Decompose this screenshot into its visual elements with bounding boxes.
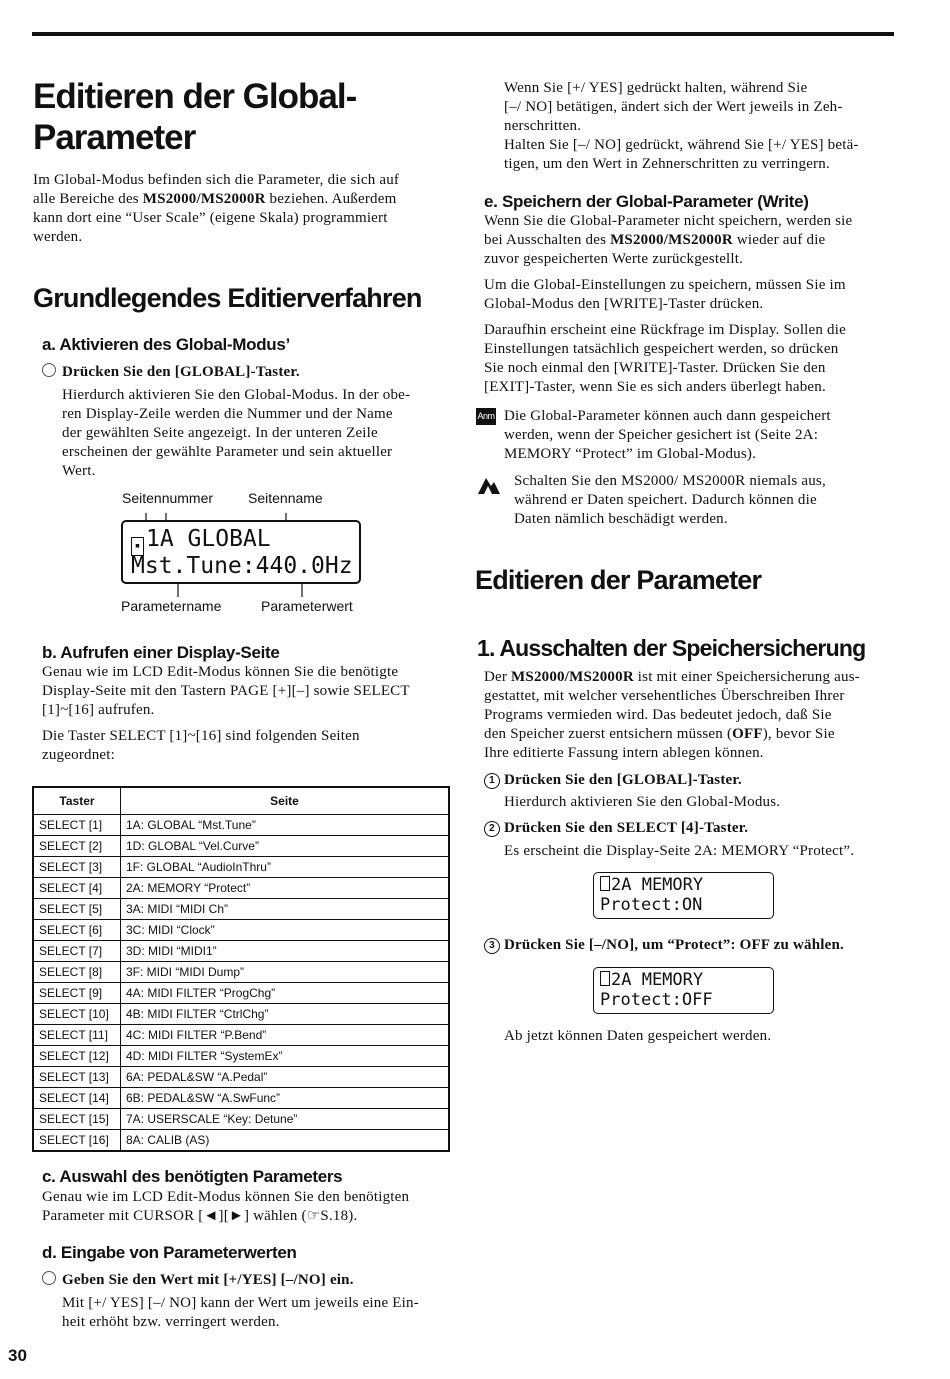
label-param-name: Parametername — [121, 598, 222, 614]
table-row — [33, 983, 449, 1004]
body-memory-protect: Der MS2000/MS2000R ist mit einer Speichersicherung aus- gestattet, mit welcher versehentliches Überschreiben Ihrer Programs vermieden wird. Das bedeutet jedoch, daß Sie den Speicher zuerst entsichern müssen (OFF), bevor Sie Ihre editierte Fassung intern ablegen können. — [484, 669, 860, 761]
table-cell-taster: SELECT [12] — [33, 1046, 121, 1067]
label-param-value: Parameterwert — [261, 598, 353, 614]
table-row — [33, 1088, 449, 1109]
step-number-icon: 2 — [484, 821, 500, 837]
section-title-basic-editing: Grundlegendes Editierverfahren — [33, 283, 422, 313]
table-cell-taster: SELECT [13] — [33, 1067, 121, 1088]
page-marker-icon — [600, 971, 610, 986]
step-2-body: Es erscheint die Display-Seite 2A: MEMORY “Protect”. — [504, 843, 855, 859]
table-cell-taster: SELECT [8] — [33, 962, 121, 983]
step-1: 1 Drücken Sie den [GLOBAL]-Taster. — [484, 771, 742, 790]
table-cell-taster: SELECT [5] — [33, 899, 121, 920]
table-row — [33, 1004, 449, 1025]
table-cell-taster: SELECT [3] — [33, 857, 121, 878]
step-number-icon: 3 — [484, 938, 500, 954]
table-row — [33, 857, 449, 878]
heading-b: b. Aufrufen einer Display-Seite — [42, 643, 280, 662]
body-c: Genau wie im LCD Edit-Modus können Sie den benötigten Parameter mit CURSOR [◄][►] wählen (☞S.18). — [42, 1189, 410, 1224]
lcd-display-global: ▪ 1A GLOBAL Mst.Tune:440.0Hz — [121, 520, 361, 584]
table-row — [33, 962, 449, 983]
table-cell-seite: 3F: MIDI “MIDI Dump” — [121, 962, 450, 983]
heading-c: c. Auswahl des benötigten Parameters — [42, 1167, 343, 1186]
lcd-display-protect-on: 2A MEMORY Protect:ON — [593, 872, 774, 919]
table-cell-taster: SELECT [14] — [33, 1088, 121, 1109]
table-cell-seite: 6A: PEDAL&SW “A.Pedal” — [121, 1067, 450, 1088]
step-a: Drücken Sie den [GLOBAL]-Taster. — [42, 363, 300, 382]
table-cell-seite: 3C: MIDI “Clock” — [121, 920, 450, 941]
table-cell-taster: SELECT [16] — [33, 1130, 121, 1152]
table-cell-taster: SELECT [4] — [33, 878, 121, 899]
body-e-2: Um die Global-Einstellungen zu speichern, müssen Sie im Global-Modus den [WRITE]-Taster drücken. — [484, 277, 846, 312]
table-row — [33, 920, 449, 941]
note-icon: Anm — [476, 408, 496, 425]
heading-e: e. Speichern der Global-Parameter (Write) — [484, 192, 809, 211]
table-cell-taster: SELECT [2] — [33, 836, 121, 857]
table-row — [33, 1046, 449, 1067]
table-header: Seite — [121, 787, 450, 815]
heading-a: a. Aktivieren des Global-Modus’ — [42, 335, 290, 354]
body-a: Hierdurch aktivieren Sie den Global-Modus. In der obe- ren Display-Zeile werden die Nummer und der Name der gewählten Seite angezeigt. In der unteren Zeile erscheinen der gewählte Parameter und sein aktueller Wert. — [62, 387, 411, 479]
table-cell-seite: 3D: MIDI “MIDI1” — [121, 941, 450, 962]
table-header: Taster — [33, 787, 121, 815]
table-cell-taster: SELECT [7] — [33, 941, 121, 962]
label-page-number: Seitennummer — [122, 490, 214, 506]
lcd-display-protect-off: 2A MEMORY Protect:OFF — [593, 967, 774, 1014]
table-cell-seite: 1D: GLOBAL “Vel.Curve” — [121, 836, 450, 857]
table-cell-taster: SELECT [9] — [33, 983, 121, 1004]
bullet-circle-icon — [42, 363, 56, 377]
table-cell-taster: SELECT [10] — [33, 1004, 121, 1025]
step-3: 3 Drücken Sie [–/NO], um “Protect”: OFF zu wählen. — [484, 936, 844, 955]
table-cell-taster: SELECT [1] — [33, 815, 121, 836]
table-cell-seite: 1A: GLOBAL “Mst.Tune” — [121, 815, 450, 836]
step-1-body: Hierdurch aktivieren Sie den Global-Modus. — [504, 794, 781, 810]
step-d: Geben Sie den Wert mit [+/YES] [–/NO] ein. — [42, 1271, 354, 1290]
page-title: Editieren der Global- Parameter — [33, 77, 357, 157]
table-cell-seite: 4C: MIDI FILTER “P.Bend” — [121, 1025, 450, 1046]
warning-icon — [476, 474, 502, 496]
table-row — [33, 1025, 449, 1046]
body-right-top: Wenn Sie [+/ YES] gedrückt halten, während Sie [–/ NO] betätigen, ändert sich der Wert jeweils in Zeh- nerschritten. Halten Sie [–/ NO] gedrückt, während Sie [+/ YES] betä- tigen, um den Wert in Zehnerschritten zu verringern. — [504, 80, 859, 172]
page-marker-icon — [600, 876, 610, 891]
table-cell-taster: SELECT [15] — [33, 1109, 121, 1130]
table-row — [33, 899, 449, 920]
step-number-icon: 1 — [484, 773, 500, 789]
table-cell-seite: 7A: USERSCALE “Key: Detune” — [121, 1109, 450, 1130]
table-cell-seite: 4D: MIDI FILTER “SystemEx” — [121, 1046, 450, 1067]
table-row — [33, 1067, 449, 1088]
table-cell-seite: 6B: PEDAL&SW “A.SwFunc” — [121, 1088, 450, 1109]
body-b: Genau wie im LCD Edit-Modus können Sie die benötigte Display-Seite mit den Tastern PAGE [+][–] sowie SELECT [1]~[16] aufrufen. — [42, 664, 410, 718]
note-text: Die Global-Parameter können auch dann gespeichert werden, wenn der Speicher gesichert ist (Seite 2A: MEMORY “Protect” im Global-Modus). — [504, 408, 831, 462]
table-cell-seite: 1F: GLOBAL “AudioInThru” — [121, 857, 450, 878]
table-cell-seite: 3A: MIDI “MIDI Ch” — [121, 899, 450, 920]
table-cell-seite: 4A: MIDI FILTER “ProgChg” — [121, 983, 450, 1004]
top-rule — [32, 32, 894, 36]
table-cell-taster: SELECT [11] — [33, 1025, 121, 1046]
table-row — [33, 941, 449, 962]
table-cell-taster: SELECT [6] — [33, 920, 121, 941]
page-number: 30 — [8, 1346, 27, 1365]
heading-d: d. Eingabe von Parameterwerten — [42, 1243, 297, 1262]
table-cell-seite: 4B: MIDI FILTER “CtrlChg” — [121, 1004, 450, 1025]
table-row — [33, 878, 449, 899]
table-row — [33, 815, 449, 836]
body-b2: Die Taster SELECT [1]~[16] sind folgenden Seiten zugeordnet: — [42, 728, 360, 763]
table-row — [33, 1109, 449, 1130]
sub-title-memory-protect: 1. Ausschalten der Speichersicherung — [477, 635, 866, 661]
table-row — [33, 1130, 449, 1152]
step-2: 2 Drücken Sie den SELECT [4]-Taster. — [484, 819, 748, 838]
final-text: Ab jetzt können Daten gespeichert werden. — [504, 1028, 772, 1044]
table-header-row — [33, 787, 449, 815]
table-cell-seite: 8A: CALIB (AS) — [121, 1130, 450, 1152]
bullet-circle-icon — [42, 1271, 56, 1285]
body-e-1: Wenn Sie die Global-Parameter nicht speichern, werden sie bei Ausschalten des MS2000/MS2000R wieder auf die zuvor gespeicherten Werte zurückgestellt. — [484, 213, 853, 267]
body-d: Mit [+/ YES] [–/ NO] kann der Wert um jeweils eine Ein- heit erhöht bzw. verringert werden. — [62, 1295, 419, 1330]
table-cell-seite: 2A: MEMORY “Protect” — [121, 878, 450, 899]
body-e-3: Daraufhin erscheint eine Rückfrage im Display. Sollen die Einstellungen tatsächlich gespeichert werden, so drücken Sie noch einmal den [WRITE]-Taster. Drücken Sie den [EXIT]-Taster, wenn Sie es sich anders überlegt haben. — [484, 322, 846, 395]
warning-text: Schalten Sie den MS2000/ MS2000R niemals aus, während er Daten speichert. Dadurch können die Daten nämlich beschädigt werden. — [514, 473, 826, 527]
select-page-table — [32, 786, 450, 1152]
intro-paragraph: Im Global-Modus befinden sich die Parameter, die sich auf alle Bereiche des MS2000/MS2000R beziehen. Außerdem kann dort eine “User Scale” (eigene Skala) programmiert werden. — [33, 172, 400, 245]
section-title-edit-params: Editieren der Parameter — [475, 565, 762, 595]
label-page-name: Seitenname — [248, 490, 323, 506]
table-row — [33, 836, 449, 857]
page-marker-icon: ▪ — [131, 537, 144, 556]
